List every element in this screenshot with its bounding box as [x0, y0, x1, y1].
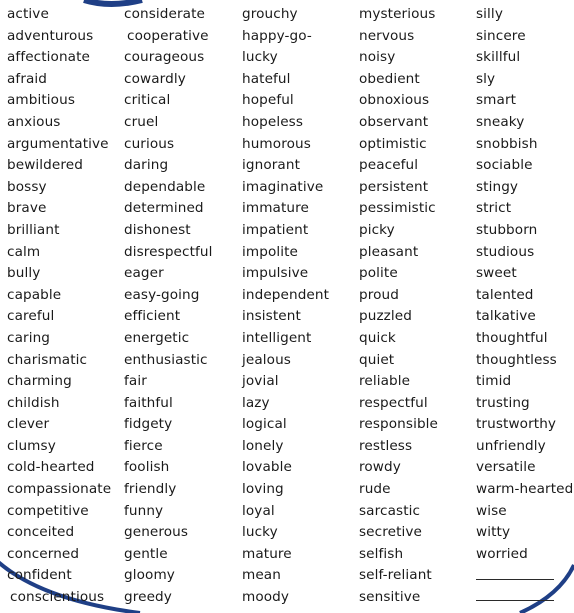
- adjective-word: polite: [359, 265, 398, 282]
- adjective-word: clumsy: [7, 437, 56, 454]
- adjective-word: obedient: [359, 70, 420, 87]
- adjective-word: foolish: [124, 459, 170, 476]
- adjective-word: capable: [7, 286, 62, 303]
- adjective-column-4: [359, 4, 438, 609]
- adjective-word: secretive: [359, 524, 422, 541]
- adjective-column-5: [476, 4, 573, 565]
- adjective-word: skillful: [476, 49, 521, 66]
- adjective-word: disrespectful: [124, 243, 213, 260]
- adjective-word: immature: [242, 200, 309, 217]
- adjective-word: grouchy: [242, 6, 298, 22]
- adjective-word: imaginative: [242, 178, 324, 195]
- adjective-word: hopeful: [242, 92, 294, 109]
- adjective-word: moody: [242, 589, 290, 606]
- adjective-word: ambitious: [7, 92, 75, 109]
- adjective-word: quiet: [359, 351, 395, 368]
- adjective-word: sarcastic: [359, 502, 421, 519]
- adjective-word: logical: [242, 416, 287, 433]
- adjective-word: considerate: [124, 6, 205, 22]
- adjective-word: careful: [7, 308, 55, 325]
- adjective-word: impatient: [242, 221, 309, 238]
- adjective-word: smart: [476, 92, 517, 109]
- blank-write-in-line: [476, 600, 554, 601]
- adjective-word: peaceful: [359, 157, 419, 174]
- adjective-word: fidgety: [124, 416, 173, 433]
- adjective-word: worried: [476, 545, 528, 562]
- adjective-word: dependable: [124, 178, 206, 195]
- adjective-word: ignorant: [242, 157, 301, 174]
- adjective-word: rowdy: [359, 459, 401, 476]
- adjective-word: mean: [242, 567, 281, 584]
- adjective-word: hopeless: [242, 113, 304, 130]
- adjective-word: friendly: [124, 481, 177, 498]
- adjective-word: impolite: [242, 243, 299, 260]
- adjective-word: persistent: [359, 178, 429, 195]
- adjective-word: lucky: [242, 49, 278, 66]
- adjective-column-1: [7, 4, 111, 609]
- adjective-word: picky: [359, 221, 395, 238]
- adjective-word: puzzled: [359, 308, 412, 325]
- adjective-word: insistent: [242, 308, 301, 325]
- adjective-column-2: [124, 4, 213, 609]
- adjective-word: lucky: [242, 524, 278, 541]
- adjective-word: confident: [7, 567, 72, 584]
- adjective-word: independent: [242, 286, 330, 303]
- adjective-word: compassionate: [7, 481, 112, 498]
- adjective-word: bully: [7, 265, 41, 282]
- adjective-word: childish: [7, 394, 60, 411]
- adjective-word: fierce: [124, 437, 163, 454]
- adjective-word: sneaky: [476, 113, 525, 130]
- adjective-word: conscientious: [10, 589, 105, 606]
- adjective-word: trustworthy: [476, 416, 557, 433]
- adjective-word: loyal: [242, 502, 275, 519]
- adjective-word: active: [7, 6, 49, 22]
- adjective-word: optimistic: [359, 135, 427, 152]
- adjective-word: happy-go-: [242, 27, 312, 44]
- adjective-word: brilliant: [7, 221, 60, 238]
- adjective-word: cooperative: [127, 27, 209, 44]
- adjective-word: nervous: [359, 27, 415, 44]
- adjective-word: greedy: [124, 589, 172, 606]
- adjective-word: strict: [476, 200, 512, 217]
- adjective-word: jovial: [242, 373, 279, 390]
- adjective-word: responsible: [359, 416, 439, 433]
- adjective-word: noisy: [359, 49, 396, 66]
- adjective-word: loving: [242, 481, 284, 498]
- adjective-word: argumentative: [7, 135, 109, 152]
- adjective-word: brave: [7, 200, 47, 217]
- adjective-word: stubborn: [476, 221, 538, 238]
- adjective-word: sly: [476, 70, 496, 87]
- adjective-word: witty: [476, 524, 511, 541]
- adjective-word: energetic: [124, 329, 190, 346]
- adjective-word: jealous: [242, 351, 291, 368]
- adjective-word: easy-going: [124, 286, 200, 303]
- adjective-word: respectful: [359, 394, 428, 411]
- adjective-word: conceited: [7, 524, 75, 541]
- adjective-word: pessimistic: [359, 200, 436, 217]
- adjective-columns: [0, 4, 574, 609]
- adjective-word: restless: [359, 437, 413, 454]
- blank-write-in-line: [476, 579, 554, 580]
- adjective-word: studious: [476, 243, 535, 260]
- adjective-word: thoughtless: [476, 351, 557, 368]
- adjective-word: impulsive: [242, 265, 309, 282]
- adjective-word: adventurous: [7, 27, 94, 44]
- adjective-word: selfish: [359, 545, 404, 562]
- adjective-word: intelligent: [242, 329, 312, 346]
- adjective-word: caring: [7, 329, 51, 346]
- adjective-word: mysterious: [359, 6, 436, 22]
- adjective-word: clever: [7, 416, 50, 433]
- adjective-word: charming: [7, 373, 72, 390]
- adjective-word: dishonest: [124, 221, 191, 238]
- adjective-word: determined: [124, 200, 204, 217]
- adjective-word: lovable: [242, 459, 292, 476]
- adjective-word: snobbish: [476, 135, 538, 152]
- adjective-word: cruel: [124, 113, 159, 130]
- adjective-word: curious: [124, 135, 175, 152]
- adjective-word: stingy: [476, 178, 519, 195]
- adjective-word: enthusiastic: [124, 351, 208, 368]
- adjective-word: calm: [7, 243, 41, 260]
- adjective-word: sweet: [476, 265, 517, 282]
- adjective-word: gentle: [124, 545, 168, 562]
- adjective-word: generous: [124, 524, 189, 541]
- adjective-column-3: [242, 4, 329, 609]
- adjective-word: obnoxious: [359, 92, 430, 109]
- adjective-word: timid: [476, 373, 512, 390]
- adjective-word: afraid: [7, 70, 48, 87]
- adjective-word: thoughtful: [476, 329, 548, 346]
- adjective-word: unfriendly: [476, 437, 546, 454]
- adjective-word: efficient: [124, 308, 181, 325]
- adjective-word: silly: [476, 6, 503, 22]
- adjective-word: pleasant: [359, 243, 419, 260]
- adjective-word: observant: [359, 113, 429, 130]
- adjective-word: daring: [124, 157, 169, 174]
- adjective-word: quick: [359, 329, 396, 346]
- adjective-word: bewildered: [7, 157, 83, 174]
- adjective-word: humorous: [242, 135, 311, 152]
- adjective-word: bossy: [7, 178, 47, 195]
- adjective-word: reliable: [359, 373, 411, 390]
- adjective-word: competitive: [7, 502, 89, 519]
- adjective-word: warm-hearted: [476, 481, 574, 498]
- adjective-word: talkative: [476, 308, 536, 325]
- adjective-word: critical: [124, 92, 171, 109]
- adjective-word: eager: [124, 265, 164, 282]
- adjective-word: sincere: [476, 27, 526, 44]
- adjective-word: charismatic: [7, 351, 88, 368]
- adjective-word: concerned: [7, 545, 80, 562]
- adjective-word: cold-hearted: [7, 459, 95, 476]
- adjective-word: wise: [476, 502, 507, 519]
- adjective-word: courageous: [124, 49, 205, 66]
- adjective-word: lonely: [242, 437, 284, 454]
- adjective-word: self-reliant: [359, 567, 432, 584]
- adjective-word: trusting: [476, 394, 530, 411]
- adjective-word: funny: [124, 502, 164, 519]
- adjective-word: hateful: [242, 70, 291, 87]
- adjective-word: lazy: [242, 394, 270, 411]
- adjective-word: sensitive: [359, 589, 421, 606]
- adjective-word: affectionate: [7, 49, 91, 66]
- adjective-word: gloomy: [124, 567, 175, 584]
- adjective-word: sociable: [476, 157, 533, 174]
- adjective-word: mature: [242, 545, 292, 562]
- adjective-word: rude: [359, 481, 391, 498]
- adjective-word: cowardly: [124, 70, 186, 87]
- adjective-word: faithful: [124, 394, 173, 411]
- adjective-word: versatile: [476, 459, 536, 476]
- adjective-word: proud: [359, 286, 399, 303]
- adjective-word: anxious: [7, 113, 61, 130]
- adjective-word: talented: [476, 286, 534, 303]
- adjective-word: fair: [124, 373, 147, 390]
